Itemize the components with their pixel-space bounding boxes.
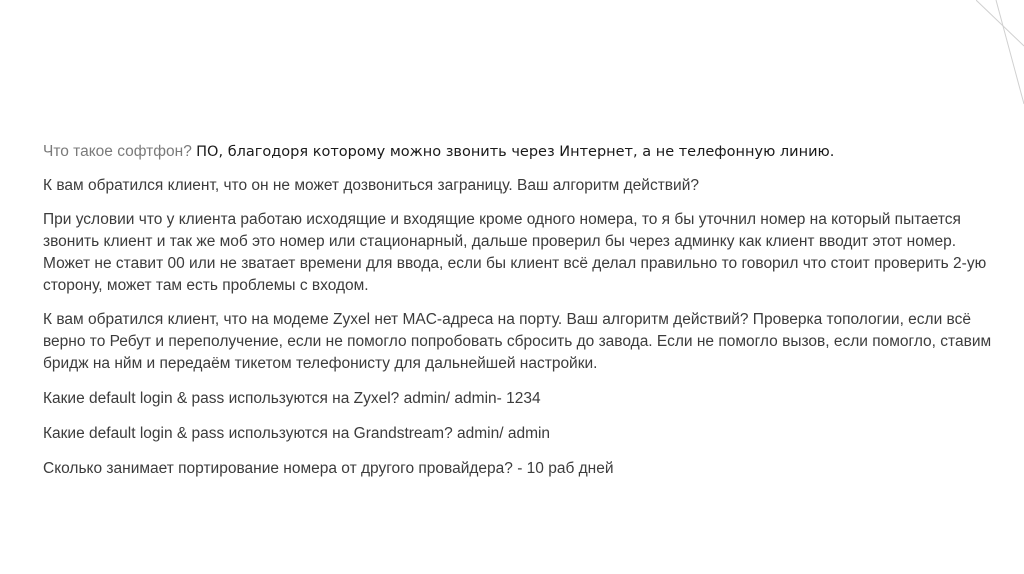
qa-item-zyxel-mac: К вам обратился клиент, что на модеме Zyxel нет MAC-адреса на порту. Ваш алгоритм действий? Проверка топологии, если всё верно то Ребут и переполучение, если не помогло попробовать сбросить до завода. Если не помогло вызов, если помогло, ставим бридж на нйм и передаём тикетом телефонисту для дальнейшей настройки. <box>43 311 992 372</box>
answer-softphone: ПО, благодоря которому можно звонить через Интернет, а не телефонную линию. <box>196 144 835 160</box>
qa-item-grandstream-login: Какие default login & pass используются на Grandstream? admin/ admin <box>43 425 551 442</box>
qa-item-number-porting: Сколько занимает портирование номера от другого провайдера? - 10 раб дней <box>43 460 614 477</box>
slide-corner-decoration <box>976 0 1024 110</box>
answer-international-call: При условии что у клиента работаю исходящие и входящие кроме одного номера, то я бы уточнил номер на который пытается звонить клиент и так же моб это номер или стационарный, дальше проверил бы через админку как клиент вводит этот номер. Может не ставит 00 или не зватает времени для ввода, если бы клиент всё делал правильно то говорил что стоит проверить 2-ую сторону, может там есть проблемы с входом. <box>43 211 987 294</box>
question-softphone: Что такое софтфон? <box>43 143 192 160</box>
question-international-call: К вам обратился клиент, что он не может дозвониться заграницу. Ваш алгоритм действий? <box>43 177 699 194</box>
qa-content <box>43 141 993 480</box>
qa-item-softphone <box>43 141 993 163</box>
qa-item-zyxel-login: Какие default login & pass используются на Zyxel? admin/ admin- 1234 <box>43 390 541 407</box>
